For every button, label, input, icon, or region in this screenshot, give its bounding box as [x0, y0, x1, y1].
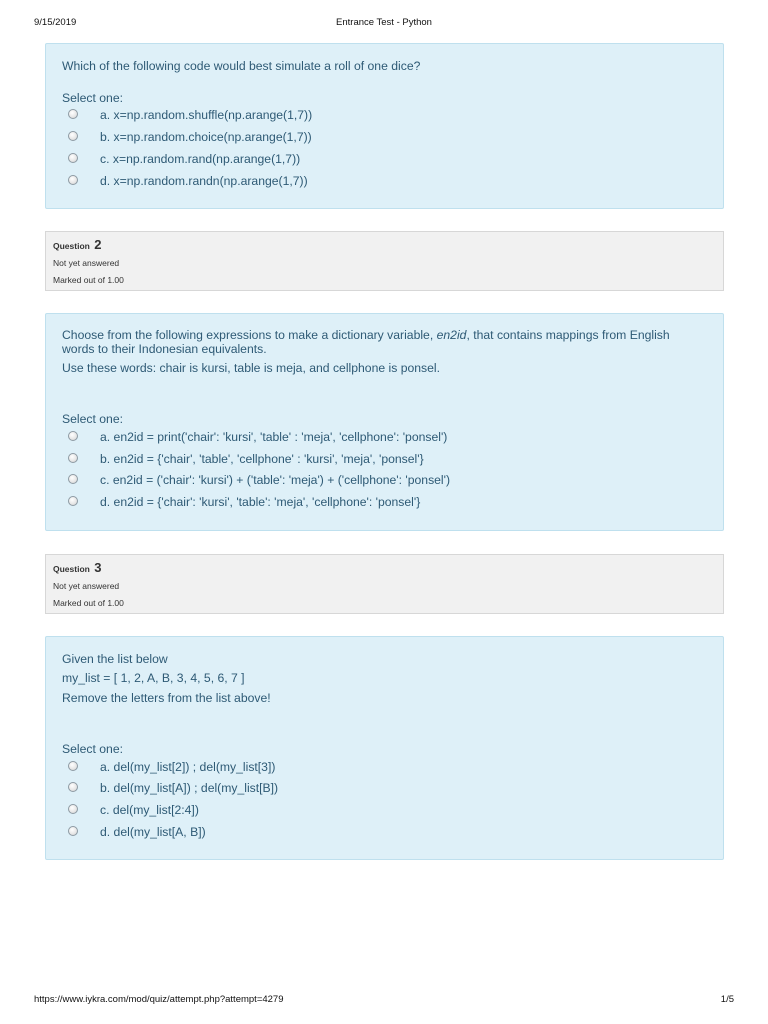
question-2-text: [62, 328, 703, 356]
question-state: Not yet answered: [53, 581, 120, 591]
question-label: Question: [53, 564, 90, 574]
radio-button[interactable]: [68, 453, 78, 463]
question-3-text-line-1: Given the list below: [62, 652, 168, 666]
radio-button[interactable]: [68, 474, 78, 484]
radio-button[interactable]: [68, 131, 78, 141]
option-label: b. x=np.random.choice(np.arange(1,7)): [100, 130, 312, 144]
select-one-label: Select one:: [62, 412, 123, 426]
question-3-text-line-3: Remove the letters from the list above!: [62, 691, 271, 705]
question-3-info: [45, 554, 724, 614]
option-label: c. x=np.random.rand(np.arange(1,7)): [100, 152, 301, 166]
question-text-part: , that contains mappings from English words to their Indonesian equivalents.: [62, 328, 670, 356]
radio-button[interactable]: [68, 431, 78, 441]
option-label: c. en2id = ('chair': 'kursi') + ('table': 'meja') + ('cellphone': 'ponsel'): [100, 473, 451, 487]
q2-option-b[interactable]: [68, 452, 424, 466]
question-mark: Marked out of 1.00: [53, 275, 124, 285]
q3-option-c[interactable]: [68, 803, 199, 817]
q2-option-c[interactable]: [68, 473, 450, 487]
q3-option-b[interactable]: [68, 781, 278, 795]
radio-button[interactable]: [68, 761, 78, 771]
radio-button[interactable]: [68, 109, 78, 119]
radio-button[interactable]: [68, 175, 78, 185]
q3-option-a[interactable]: [68, 760, 275, 774]
question-2-text-box: [45, 313, 724, 531]
print-footer: [34, 994, 734, 1005]
option-label: a. del(my_list[2]) ; del(my_list[3]): [100, 760, 276, 774]
q3-option-d[interactable]: [68, 825, 206, 839]
option-label: d. del(my_list[A, B]): [100, 825, 206, 839]
question-number: [53, 560, 101, 575]
radio-button[interactable]: [68, 496, 78, 506]
print-title: Entrance Test - Python: [336, 17, 432, 28]
question-text-part: Choose from the following expressions to make a dictionary variable,: [62, 328, 437, 342]
question-state: Not yet answered: [53, 258, 120, 268]
option-label: d. x=np.random.randn(np.arange(1,7)): [100, 174, 308, 188]
question-number-value: 3: [94, 560, 102, 575]
question-1-text: Which of the following code would best simulate a roll of one dice?: [62, 59, 421, 73]
radio-button[interactable]: [68, 153, 78, 163]
question-number: [53, 237, 101, 252]
select-one-label: Select one:: [62, 742, 123, 756]
q1-option-d[interactable]: [68, 174, 308, 188]
option-label: c. del(my_list[2:4]): [100, 803, 199, 817]
question-2-info: [45, 231, 724, 291]
print-header: [34, 17, 734, 28]
select-one-label: Select one:: [62, 91, 123, 105]
option-label: a. x=np.random.shuffle(np.arange(1,7)): [100, 108, 313, 122]
variable-name: en2id: [436, 328, 467, 342]
question-2-hint: Use these words: chair is kursi, table is meja, and cellphone is ponsel.: [62, 361, 440, 375]
radio-button[interactable]: [68, 826, 78, 836]
question-number-value: 2: [94, 237, 102, 252]
q2-option-d[interactable]: [68, 495, 420, 509]
q2-option-a[interactable]: [68, 430, 447, 444]
question-mark: Marked out of 1.00: [53, 598, 124, 608]
question-1-text-box: [45, 43, 724, 209]
option-label: b. en2id = {'chair', 'table', 'cellphone' : 'kursi', 'meja', 'ponsel'}: [100, 452, 424, 466]
print-page-number: 1/5: [720, 994, 734, 1005]
option-label: a. en2id = print('chair': 'kursi', 'table' : 'meja', 'cellphone': 'ponsel'): [100, 430, 448, 444]
q1-option-c[interactable]: [68, 152, 300, 166]
radio-button[interactable]: [68, 804, 78, 814]
question-3-text-box: [45, 636, 724, 860]
print-url: https://www.iykra.com/mod/quiz/attempt.php?attempt=4279: [34, 994, 284, 1005]
question-3-text-line-2: my_list = [ 1, 2, A, B, 3, 4, 5, 6, 7 ]: [62, 671, 245, 685]
q1-option-b[interactable]: [68, 130, 312, 144]
question-label: Question: [53, 241, 90, 251]
q1-option-a[interactable]: [68, 108, 312, 122]
option-label: d. en2id = {'chair': 'kursi', 'table': 'meja', 'cellphone': 'ponsel'}: [100, 495, 421, 509]
option-label: b. del(my_list[A]) ; del(my_list[B]): [100, 781, 279, 795]
radio-button[interactable]: [68, 782, 78, 792]
print-date: 9/15/2019: [34, 17, 77, 28]
